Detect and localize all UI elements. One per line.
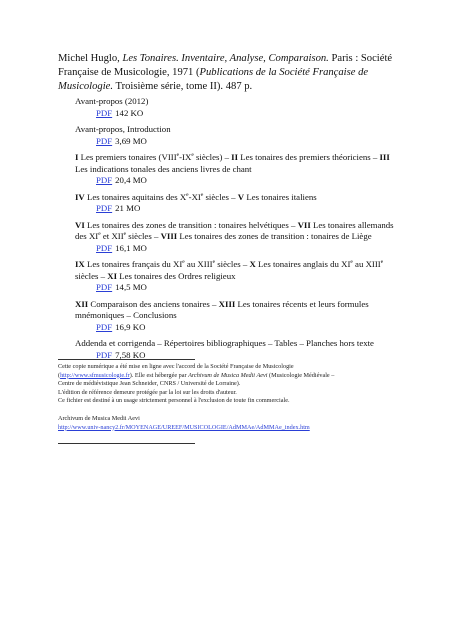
notice-line: Cette copie numérique a été mise en ligne avec l'accord de la Société Française de Musicologie: [58, 363, 294, 370]
toc-entry: [75, 338, 400, 361]
toc-entry-title: XII Comparaison des anciens tonaires – XIII Les tonaires récents et leurs formules mnémoniques – Conclusions: [75, 298, 369, 320]
toc-entry: [75, 192, 400, 215]
toc-entry-title: IX Les tonaires français du XIe au XIIIe siècles – X Les tonaires anglais du XIe au XIIIe siècles – XI Les tonaires des Ordres religieux: [75, 259, 384, 281]
citation-title: Les Tonaires. Inventaire, Analyse, Comparaison.: [122, 53, 329, 64]
notice-line: Centre de médiévistique Jean Schneider, CNRS / Université de Lorraine).: [58, 380, 241, 388]
toc-entry: [75, 299, 400, 334]
file-size: 14,5 MO: [115, 282, 147, 292]
pdf-link[interactable]: PDF: [96, 321, 113, 332]
notice-line: (http://www.sfmusicologie.fr). Elle est hébergée par Archivum de Musica Medii Aevi (Musicologie Médiévale –: [58, 371, 335, 379]
archive-link[interactable]: http://www.univ-nancy2.fr/MOYENAGE/UREEF/MUSICOLOGIE/AdMMAe/AdMMAe_index.htm: [58, 423, 310, 431]
toc-entry: [75, 96, 400, 119]
pdf-link[interactable]: PDF: [96, 175, 113, 185]
footnote-divider: [58, 359, 195, 360]
sfm-link[interactable]: http://www.sfmusicologie.fr: [60, 371, 130, 379]
toc-entry-title: Addenda et corrigenda – Répertoires bibliographiques – Tables – Planches hors texte: [75, 338, 374, 348]
file-size: 3,69 MO: [115, 135, 147, 146]
toc-entry: [75, 152, 400, 187]
toc-entry: [75, 259, 400, 294]
file-size: 7,58 KO: [115, 349, 146, 360]
citation-series-rest: Troisième série, tome II). 487 p.: [113, 81, 253, 92]
toc-entry-title: Avant-propos, Introduction: [75, 124, 171, 134]
pdf-link[interactable]: PDF: [96, 349, 113, 360]
pdf-link[interactable]: PDF: [96, 282, 113, 292]
citation-imprint: Paris : Société Française de Musicologie, 1971 (: [58, 53, 393, 78]
file-size: 21 MO: [115, 203, 141, 213]
end-divider: [58, 443, 195, 444]
citation-author: Michel Huglo,: [58, 53, 123, 64]
file-size: 142 KO: [115, 107, 144, 118]
toc-entry-title: IV Les tonaires aquitains des Xe-XIe siècles – V Les tonaires italiens: [75, 191, 317, 202]
file-size: 20,4 MO: [115, 175, 147, 185]
pdf-link[interactable]: PDF: [96, 242, 113, 253]
toc-entry-title: VI Les tonaires des zones de transition : tonaires helvétiques – VII Les tonaires allemands des XIe et XIIe siècles – VIII Les tonaires des zones de transition : tonaires de Liège: [75, 219, 394, 241]
toc-entry: [75, 124, 400, 147]
pdf-link[interactable]: PDF: [96, 135, 113, 146]
notice-line: Ce fichier est destiné à un usage strictement personnel à l'exclusion de toute fin commerciale.: [58, 397, 290, 405]
notice-line: L'édition de référence demeure protégée par la loi sur les droits d'auteur.: [58, 388, 237, 396]
table-of-contents: [75, 96, 400, 366]
toc-entry: [75, 220, 400, 255]
pdf-link[interactable]: PDF: [96, 203, 113, 213]
file-size: 16,9 KO: [115, 321, 146, 332]
toc-entry-title: Avant-propos (2012): [75, 96, 149, 106]
toc-entry-title: I Les premiers tonaires (VIIIe-IXe siècles) – II Les tonaires des premiers théoriciens – III Les indications tonales des anciens livres de chant: [75, 152, 390, 174]
file-size: 16,1 MO: [115, 242, 147, 253]
citation: [58, 52, 398, 94]
copyright-notice: [58, 363, 403, 432]
citation-series: Publications de la Société Française de Musicologie.: [58, 67, 369, 92]
archive-title: Archivum de Musica Medii Aevi: [58, 414, 140, 422]
pdf-link[interactable]: PDF: [96, 107, 113, 118]
